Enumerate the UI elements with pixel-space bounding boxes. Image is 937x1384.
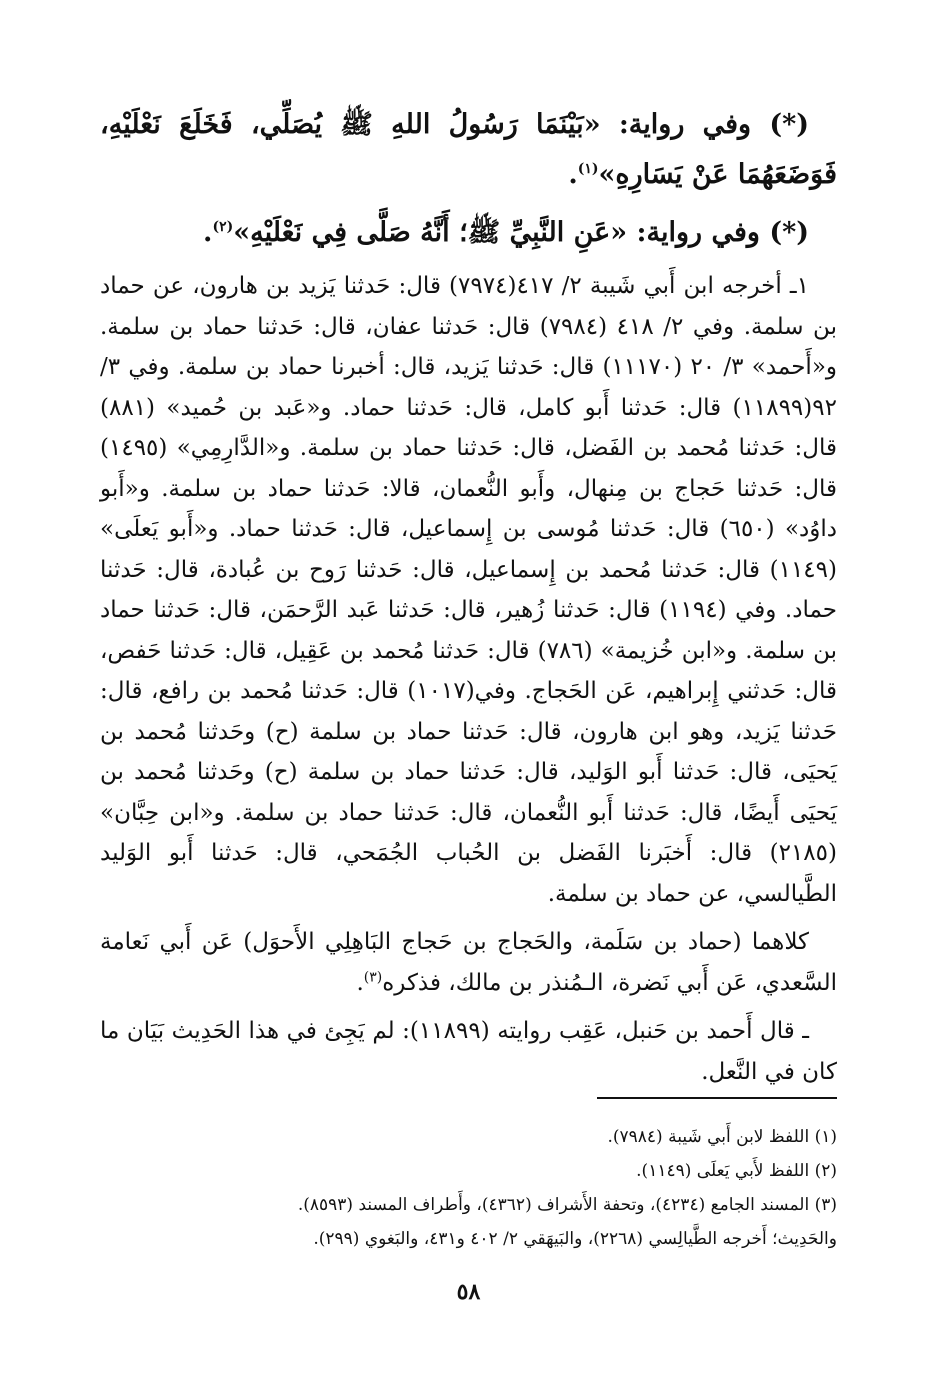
hadith-variant-2: (*) وفي رواية: «عَنِ النَّبِيِّ ﷺ؛ أَنَّهُ صَلَّى فِي نَعْلَيْهِ»$^{(٢)}$. [203, 217, 809, 248]
chain-paragraph-text: كلاهما (حماد بن سَلَمة، والحَجاج بن حَجاج البَاهِلِي الأَحوَل) عَن أَبي نَعامة السَّعدي، عَن أَبي نَضرة، الـمُنذر بن مالك، فذكره [100, 929, 837, 996]
ahmad-comment-paragraph: ـ قال أَحمد بن حَنبل، عَقِب روايته (١١٨٩٩): لم يَجِئ في هذا الحَدِيث بَيَان ما كان في النَّعل. [100, 1018, 837, 1085]
footnote-ref-3: (٣) [363, 968, 383, 985]
hadith-variant-1-text: (*) وفي رواية: «بَيْنَمَا رَسُولُ اللهِ ﷺ يُصَلِّي، فَخَلَعَ نَعْلَيْهِ، فَوَضَعَهُمَا عَنْ يَسَارِهِ» [100, 109, 837, 190]
takhrij-paragraph: ١ـ أخرجه ابن أَبي شَيبة ٢/ ٤١٧(٧٩٧٤) قال: حَدثنا يَزيد بن هارون، عن حماد بن سلمة. وفي ٢/ ٤١٨ (٧٩٨٤) قال: حَدثنا عفان، قال: حَدثنا حماد بن سلمة. و«أَحمد» ٣/ ٢٠ (١١١٧٠) قال: حَدثنا يَزيد، قال: أخبرنا حماد بن سلمة. وفي ٣/ ٩٢(١١٨٩٩) قال: حَدثنا أَبو كامل، قال: حَدثنا حماد. و«عَبد بن حُميد» (٨٨١) قال: حَدثنا مُحمد بن الفَضل، قال: حَدثنا حماد بن سلمة. و«الدَّارِمِي» (١٤٩٥) قال: حَدثنا حَجاج بن مِنهال، وأَبو النُّعمان، قالا: حَدثنا حماد بن سلمة. و«أَبو داوُد» (٦٥٠) قال: حَدثنا مُوسى بن إِسماعيل، قال: حَدثنا حماد. و«أَبو يَعلَى» (١١٤٩) قال: حَدثنا مُحمد بن إِسماعيل، قال: حَدثنا رَوح بن عُبادة، قال: حَدثنا حماد. وفي (١١٩٤) قال: حَدثنا زُهير، قال: حَدثنا عَبد الرَّحمَن، قال: حَدثنا حماد بن سلمة. و«ابن خُزيمة» (٧٨٦) قال: حَدثنا مُحمد بن عَقِيل، قال: حَدثنا حَفص، قال: حَدثني إِبراهيم، عَن الحَجاج. وفي(١٠١٧) قال: حَدثنا مُحمد بن رافع، قال: حَدثنا يَزيد، وهو ابن هارون، قال: حَدثنا حماد بن سلمة (ح) وحَدثنا مُحمد بن يَحيَى، قال: حَدثنا أَبو الوَليد، قال: حَدثنا حماد بن سلمة (ح) وحَدثنا مُحمد بن يَحيَى أَيضًا، قال: حَدثنا أَبو النُّعمان، قال: حَدثنا حماد بن سلمة. و«ابن حِبَّان» (٢١٨٥) قال: أَخبَرنا الفَضل بن الحُباب الجُمَحي، قال: حَدثنا أَبو الوَليد الطَّيالسي، عن حماد بن سلمة. [100, 273, 838, 907]
chain-paragraph: كلاهما (حماد بن سَلَمة، والحَجاج بن حَجاج البَاهِلِي الأَحوَل) عَن أَبي نَعامة السَّعدي، عَن أَبي نَضرة، الـمُنذر بن مالك، فذكره$^{(٣)}$. [100, 929, 837, 996]
footnote-ref-1: (١) [577, 161, 599, 177]
hadith-variant-1: (*) وفي رواية: «بَيْنَمَا رَسُولُ اللهِ ﷺ يُصَلِّي، فَخَلَعَ نَعْلَيْهِ، فَوَضَعَهُمَا عَنْ يَسَارِهِ»$^{(١)}$. [100, 109, 837, 190]
footnote-1: (١) اللفظ لابن أَبي شَيبة (٧٩٨٤). [607, 1127, 837, 1147]
footnote-3-continuation: والحَدِيث؛ أَخرجه الطَّيالِسي (٢٢٦٨)، والبَيهَقي ٢/ ٤٠٢ و٤٣١، والبَغوي (٢٩٩). [313, 1229, 837, 1249]
footnote-ref-2: (٢) [212, 219, 234, 235]
page-body [100, 100, 837, 1100]
footnote-divider [597, 1097, 837, 1099]
footnote-3: (٣) المسند الجامع (٤٢٣٤)، وتحفة الأَشراف (٤٣٦٢)، وأَطراف المسند (٨٥٩٣). [297, 1195, 837, 1215]
footnotes [100, 1120, 837, 1256]
footnote-2: (٢) اللفظ لأَبي يَعلَى (١١٤٩). [636, 1161, 837, 1181]
page-number: ٥٨ [456, 1279, 481, 1305]
hadith-variant-2-text: (*) وفي رواية: «عَنِ النَّبِيِّ ﷺ؛ أَنَّهُ صَلَّى فِي نَعْلَيْهِ» [233, 217, 809, 248]
